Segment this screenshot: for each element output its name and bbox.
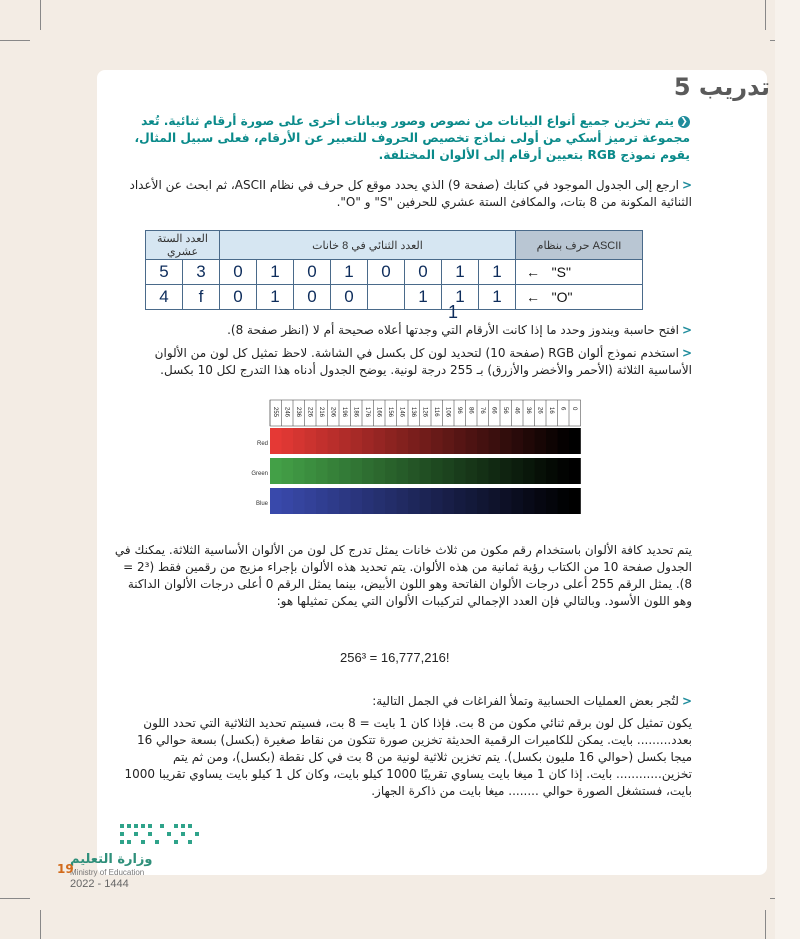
- binary-cell: 1: [257, 260, 294, 285]
- gradient-cell: [362, 428, 374, 454]
- gradient-cell: [293, 488, 305, 514]
- hex-cell: 5: [146, 260, 183, 285]
- tick-label: 166: [375, 407, 382, 418]
- gradient-cell: [270, 458, 282, 484]
- gradient-cell: [558, 428, 570, 454]
- gradient-cell: [466, 458, 478, 484]
- table-row: [146, 285, 643, 310]
- binary-cell: [368, 285, 405, 310]
- gradient-cell: [397, 488, 409, 514]
- chevron-left-icon: ❮: [678, 116, 690, 128]
- gradient-cell: [362, 458, 374, 484]
- gradient-cell: [535, 428, 547, 454]
- gradient-cell: [431, 458, 443, 484]
- binary-cell: 0: [331, 285, 368, 310]
- gradient-cell: [477, 488, 489, 514]
- binary-cell: 0: [405, 260, 442, 285]
- ministry-name-ar: وزارة التعليم: [70, 852, 153, 867]
- hex-cell: 4: [146, 285, 183, 310]
- gradient-cell: [374, 428, 386, 454]
- gradient-cell: [305, 428, 317, 454]
- gradient-cell: [362, 488, 374, 514]
- instruction-4-text: لتُجر بعض العمليات الحسابية وتملأ الفراغات في الجمل التالية:: [372, 694, 679, 708]
- gradient-cell: [328, 458, 340, 484]
- gradient-cell: [408, 458, 420, 484]
- chevron-left-icon: <: [681, 178, 692, 192]
- gradient-cell: [523, 488, 535, 514]
- tick-label: 136: [409, 407, 416, 418]
- table-header-row: [146, 231, 643, 260]
- gradient-cell: [385, 428, 397, 454]
- year-label: 2022 - 1444: [70, 878, 129, 890]
- instruction-3-text: استخدم نموذج ألوان RGB (صفحة 10) لتحديد لون كل بكسل في الشاشة. لاحظ تمثيل كل لون من الألوان الأساسية الثلاثة (الأحمر والأخضر والأزرق) بـ 255 درجة لونية. يوضح الجدول أدناه هذا التدرج لكل 10 بكسل.: [154, 346, 692, 377]
- gradient-cell: [454, 428, 466, 454]
- gradient-cell: [420, 488, 432, 514]
- gradient-cell: [339, 458, 351, 484]
- gradient-cell: [500, 488, 512, 514]
- gradient-cell: [351, 458, 363, 484]
- gradient-cell: [397, 428, 409, 454]
- tick-label: 236: [294, 407, 301, 418]
- binary-cell: 0: [294, 285, 331, 310]
- tick-label: 206: [329, 407, 336, 418]
- char-cell: [516, 285, 643, 310]
- instruction-2-text: افتح حاسبة ويندوز وحدد ما إذا كانت الأرقام التي وجدتها أعلاه صحيحة أم لا (انظر صفحة 8).: [227, 323, 679, 337]
- gradient-cell: [489, 488, 501, 514]
- gradient-cell: [558, 488, 570, 514]
- gradient-cell: [328, 428, 340, 454]
- gradient-cell: [546, 428, 558, 454]
- chevron-left-icon: <: [681, 323, 692, 337]
- gradient-cell: [282, 458, 294, 484]
- gradient-cell: [489, 428, 501, 454]
- char-value: "S": [551, 264, 571, 280]
- gradient-cell: [535, 458, 547, 484]
- gradient-cell: [293, 458, 305, 484]
- page-number: 19: [57, 862, 74, 876]
- gradient-cell: [339, 488, 351, 514]
- ascii-table: [145, 230, 643, 310]
- binary-cell: 1: [405, 285, 442, 310]
- gradient-cell: [374, 458, 386, 484]
- gradient-cell: [546, 488, 558, 514]
- binary-cell: 1: [331, 260, 368, 285]
- colors-paragraph: يتم تحديد كافة الألوان باستخدام رقم مكون من ثلاث خانات يمثل تدرج كل لون من الألوان الأساسية الثلاثة. يمكنك في الجدول صفحة 10 من الكتاب رؤية ثمانية من هذه الألوان. يتم تحديد هذه الألوان بإجراء مزيج من رقمين فقط (2³ = 8). يمثل الرقم 255 أعلى درجات الألوان الفاتحة وهو اللون الأبيض، بينما يمثل الرقم 0 أعلى درجات الألوان الداكنة وهو اللون الأسود. وبالتالي فإن العدد الإجمالي لتركيبات الألوان التي يمكن تمثيلها هو:: [114, 543, 692, 608]
- gradient-cell: [454, 488, 466, 514]
- tick-label: 246: [283, 407, 290, 418]
- crop-mark: [765, 910, 766, 939]
- tick-label: 146: [398, 407, 405, 418]
- tick-label: 196: [340, 407, 347, 418]
- gradient-cell: [270, 488, 282, 514]
- gradient-cell: [420, 458, 432, 484]
- gradient-cell: [385, 458, 397, 484]
- instruction-3: [112, 345, 692, 379]
- gradient-cell: [316, 428, 328, 454]
- gradient-cell: [546, 458, 558, 484]
- tick-label: 106: [444, 407, 451, 418]
- chevron-left-icon: <: [681, 694, 692, 708]
- ministry-name-en: Ministry of Education: [70, 868, 145, 877]
- chevron-left-icon: <: [681, 346, 692, 360]
- tick-label: 56: [501, 407, 508, 414]
- ministry-logo-icon: [60, 820, 205, 852]
- gradient-cell: [569, 458, 581, 484]
- tick-label: 96: [455, 407, 462, 414]
- gradient-cell: [443, 488, 455, 514]
- row-label: Blue: [255, 501, 268, 507]
- instruction-4: [112, 693, 692, 710]
- page-title: تدريب 5: [673, 73, 770, 101]
- gradient-cell: [466, 488, 478, 514]
- instruction-1: [112, 177, 692, 211]
- crop-mark: [0, 40, 30, 41]
- char-value: "O": [551, 289, 573, 305]
- binary-cell: 0: [294, 260, 331, 285]
- gradient-cell: [270, 428, 282, 454]
- gradient-cell: [420, 428, 432, 454]
- tick-label: 186: [352, 407, 359, 418]
- binary-header: العدد الثنائي في 8 خانات: [220, 231, 516, 260]
- rgb-gradient-figure: [248, 398, 588, 528]
- gradient-cell: [339, 428, 351, 454]
- arrow-left-icon: ←: [526, 289, 540, 305]
- gradient-cell: [443, 428, 455, 454]
- page-edge: [775, 0, 800, 939]
- tick-label: 126: [421, 407, 428, 418]
- tick-label: 176: [363, 407, 370, 418]
- intro-text: [110, 113, 690, 164]
- instruction-1-text: ارجع إلى الجدول الموجود في كتابك (صفحة 9) الذي يحدد موقع كل حرف في نظام ASCII، ثم ابحث عن الأعداد الثنائية المكونة من 8 بتات، والمكافئ الستة عشري للحرفين "S" و "O".: [129, 178, 692, 209]
- instruction-2: [112, 322, 692, 339]
- gradient-cell: [523, 428, 535, 454]
- binary-cell: 1: [442, 260, 479, 285]
- binary-cell: 0: [368, 260, 405, 285]
- arrow-left-icon: ←: [526, 264, 540, 280]
- crop-mark: [0, 898, 30, 899]
- char-cell: [516, 260, 643, 285]
- gradient-cell: [535, 488, 547, 514]
- gradient-cell: [374, 488, 386, 514]
- gradient-cell: [477, 458, 489, 484]
- tick-label: 36: [524, 407, 531, 414]
- binary-cell: 1: [257, 285, 294, 310]
- tick-label: 26: [536, 407, 543, 414]
- gradient-cell: [385, 488, 397, 514]
- gradient-cell: [500, 458, 512, 484]
- gradient-cell: [523, 458, 535, 484]
- tick-label: 216: [317, 407, 324, 418]
- tick-label: 46: [513, 407, 520, 414]
- crop-mark: [40, 910, 41, 939]
- tick-label: 226: [306, 407, 313, 418]
- binary-cell: 1: [479, 260, 516, 285]
- gradient-cell: [351, 428, 363, 454]
- gradient-cell: [431, 488, 443, 514]
- tick-label: 116: [432, 407, 439, 417]
- overlay-digit: 1: [448, 302, 459, 322]
- gradient-cell: [293, 428, 305, 454]
- gradient-cell: [408, 488, 420, 514]
- binary-cell: 1: [479, 285, 516, 310]
- gradient-cell: [328, 488, 340, 514]
- gradient-cell: [569, 428, 581, 454]
- gradient-cell: [512, 428, 524, 454]
- intro-content: يتم تخزين جميع أنواع البيانات من نصوص وصور وبيانات أخرى على صورة أرقام ثنائية. تُعد مجموعة ترميز أسكي من أولى نماذج تخصيص الحروف للتعبير عن الأرقام، فعلى سبيل المثال، يقوم نموذج RGB بتعيين أرقام إلى الألوان المختلفة.: [134, 114, 690, 162]
- hex-cell: f: [183, 285, 220, 310]
- gradient-cell: [512, 458, 524, 484]
- tick-label: 16: [547, 407, 554, 414]
- gradient-cell: [316, 488, 328, 514]
- gradient-cell: [305, 488, 317, 514]
- gradient-cell: [558, 458, 570, 484]
- tick-label: 86: [467, 407, 474, 414]
- row-label: Green: [251, 471, 268, 477]
- tick-label: 76: [478, 407, 485, 414]
- gradient-cell: [305, 458, 317, 484]
- crop-mark: [40, 0, 41, 30]
- binary-cell: 0: [220, 285, 257, 310]
- binary-cell: 1: [442, 285, 479, 310]
- gradient-cell: [443, 458, 455, 484]
- gradient-cell: [351, 488, 363, 514]
- gradient-cell: [316, 458, 328, 484]
- gradient-cell: [569, 488, 581, 514]
- table-row: [146, 260, 643, 285]
- tick-label: 6: [559, 407, 566, 411]
- hex-header: العدد الستة عشري: [146, 231, 220, 260]
- gradient-cell: [397, 458, 409, 484]
- hex-cell: 3: [183, 260, 220, 285]
- tick-label: 0: [570, 407, 577, 411]
- binary-cell: 0: [220, 260, 257, 285]
- gradient-cell: [454, 458, 466, 484]
- gradient-cell: [408, 428, 420, 454]
- row-label: Red: [256, 441, 268, 447]
- tick-label: 156: [386, 407, 393, 418]
- gradient-cell: [489, 458, 501, 484]
- gradient-cell: [477, 428, 489, 454]
- ascii-header: حرف بنظام ASCII: [516, 231, 643, 260]
- tick-label: 255: [271, 407, 278, 418]
- blanks-paragraph: يكون تمثيل كل لون برقم ثنائي مكون من 8 بت. فإذا كان 1 بايت = 8 بت، فسيتم تحديد الثلاثية التي تحدد اللون بعدد......... بايت. يمكن للكاميرات الرقمية الحديثة تخزين صورة تتكون من نقاط صغيرة (بكسل) بسعة حوالي 16 ميجا بكسل (حوالي 16 مليون بكسل). يتم تخزين ثلاثية لونية من 8 بت في كل نقطة (بكسل)، ومن ثم يتم تخزين............ بايت. إذا كان 1 ميغا بايت يساوي تقريبًا 1000 كيلو بايت، وكان كل 1 كيلو بايت يساوي تقريبا 1000 بايت، فستشغل الصورة حوالي ........ ميغا بايت من ذاكرة الجهاز.: [124, 716, 692, 798]
- gradient-cell: [466, 428, 478, 454]
- gradient-cell: [431, 428, 443, 454]
- tick-label: 66: [490, 407, 497, 414]
- gradient-cell: [500, 428, 512, 454]
- gradient-cell: [282, 488, 294, 514]
- crop-mark: [765, 0, 766, 30]
- formula: 256³ = 16,777,216!: [340, 650, 450, 665]
- gradient-cell: [282, 428, 294, 454]
- gradient-cell: [512, 488, 524, 514]
